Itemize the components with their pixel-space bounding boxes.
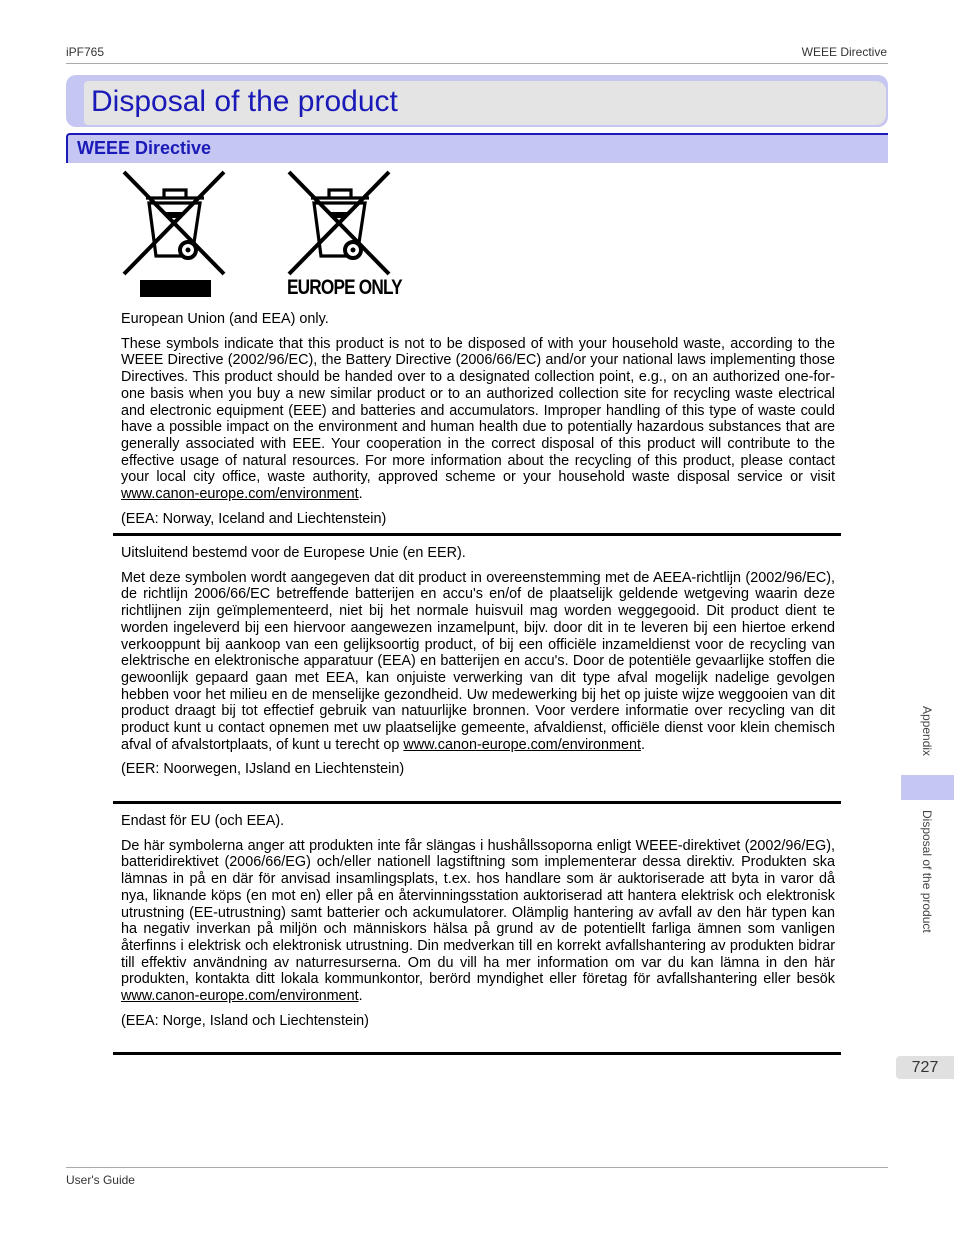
sidebar-active-tab bbox=[901, 775, 954, 800]
dutch-body: Met deze symbolen wordt aangegeven dat dit product in overeenstemming met de AEEA-richtlijn (2002/96/EC), de richtlijn 2006/66/EC betreffende batterijen en accu's en/of de plaatselijk geldende wetgeving waarin deze richtlijnen zijn geïmplementeerd, niet bij het normale huisvuil mag worden weggegooid. Dit product dient te worden ingeleverd bij een hiervoor aangewezen inzamelpunt, bijv. door dit in te leveren bij een hiertoe erkend verkooppunt bij aankoop van een gelijksoortig product, of bij een officiële inzameldienst voor de recycling van elektrische en elektronische apparatuur (EEA) en batterijen en accu's. Door de potentiële gevaarlijke stoffen die gewoonlijk gepaard gaan met EEA, kan onjuiste verwerking van dit type afval mogelijk nadelige gevolgen hebben voor het milieu en de menselijke gezondheid. Uw medewerking bij het op juiste wijze weggooien van dit product draagt bij tot effectief gebruik van natuurlijke bronnen. Voor verdere informatie over recycling van dit product kunt u contact opnemen met uw plaatselijke gemeente, afvaldienst, officiële dienst voor klein chemisch afval of afvalstortplaats, of kunt u terecht op www.canon-europe.com/environment. bbox=[121, 569, 835, 753]
black-underline-bar bbox=[140, 280, 211, 297]
header-divider bbox=[66, 63, 888, 64]
page-title: Disposal of the product bbox=[91, 85, 398, 118]
dutch-lead: Uitsluitend bestemd voor de Europese Unie (en EER). bbox=[121, 545, 466, 561]
canon-environment-link[interactable]: www.canon-europe.com/environment bbox=[121, 486, 359, 503]
english-note: (EEA: Norway, Iceland and Liechtenstein) bbox=[121, 510, 387, 527]
europe-only-label: EUROPE ONLY bbox=[287, 276, 402, 299]
sidebar-chapter-appendix[interactable]: Appendix bbox=[920, 706, 934, 757]
canon-environment-link[interactable]: www.canon-europe.com/environment bbox=[121, 988, 359, 1005]
english-block bbox=[121, 311, 835, 527]
dutch-block bbox=[121, 545, 835, 778]
canon-environment-link[interactable]: www.canon-europe.com/environment bbox=[403, 736, 641, 753]
swedish-lead: Endast för EU (och EEA). bbox=[121, 813, 285, 829]
english-body: These symbols indicate that this product is not to be disposed of with your household waste, according to the WEEE Directive (2002/96/EC), the Battery Directive (2006/66/EC) and/or your national laws implementing those Directives. This product should be handed over to a designated collection point, e.g., on an authorized one-for-one basis when you buy a new similar product or to an authorized collection site for recycling waste electrical and electronic equipment (EEE) and batteries and accumulators. Improper handling of this type of waste could have a possible impact on the environment and human health due to potentially hazardous substances that are generally associated with EEE. Your cooperation in the correct disposal of this product will contribute to the effective usage of natural resources. For more information about the recycling of this product, please contact your local city office, waste authority, approved scheme or your household waste disposal service or visit www.canon-europe.com/environment. bbox=[121, 335, 835, 503]
divider-rule bbox=[113, 533, 841, 536]
page-number: 727 bbox=[896, 1056, 954, 1079]
swedish-note: (EEA: Norge, Island och Liechtenstein) bbox=[121, 1012, 369, 1029]
footer-guide-name: User's Guide bbox=[66, 1173, 135, 1187]
section-heading: WEEE Directive bbox=[77, 138, 212, 158]
divider-rule bbox=[113, 1052, 841, 1055]
swedish-body: De här symbolerna anger att produkten inte får slängas i hushållssoporna enligt WEEE-direktivet (2002/96/EG), batteridirektivet (2006/66/EG) och/eller nationell lagstiftning som implementerar dessa direktiv. Produkten ska lämnas in på en där för anvisad insamlingsplats, t.ex. hos handlare som är auktoriserade att byta in varor då nya, liknande köps (en mot en) eller på en återvinningsstation auktoriserad att hantera elektrisk och elektronisk utrustning (EE-utrustning) samt batterier och ackumulatorer. Olämplig hantering av avfall av den här typen kan ha negativ inverkan på miljön och människors hälsa på grund av de potentiellt farliga ämnen som vanligen återfinns i elektrisk och elektronisk utrustning. Din medverkan till en korrekt avfallshantering av produkten bidrar till effektiv användning av naturresurserna. Om du vill ha mer information om var du kan lämna in den här produkten, kontakta ditt lokala kommunkontor, berörd myndighet eller företag för avfallshantering eller besök www.canon-europe.com/environment. bbox=[121, 837, 835, 1005]
swedish-block bbox=[121, 813, 835, 1029]
sidebar-section-disposal[interactable]: Disposal of the product bbox=[920, 810, 934, 933]
crossed-out-wheelie-bin-icon bbox=[120, 170, 230, 278]
footer-divider bbox=[66, 1167, 888, 1168]
dutch-note: (EER: Noorwegen, IJsland en Liechtenstein) bbox=[121, 761, 405, 778]
english-lead: European Union (and EEA) only. bbox=[121, 311, 329, 327]
header-section-name: WEEE Directive bbox=[801, 45, 887, 59]
crossed-out-wheelie-bin-europe-icon bbox=[285, 170, 395, 278]
header-product-name: iPF765 bbox=[66, 45, 105, 59]
divider-rule bbox=[113, 801, 841, 804]
